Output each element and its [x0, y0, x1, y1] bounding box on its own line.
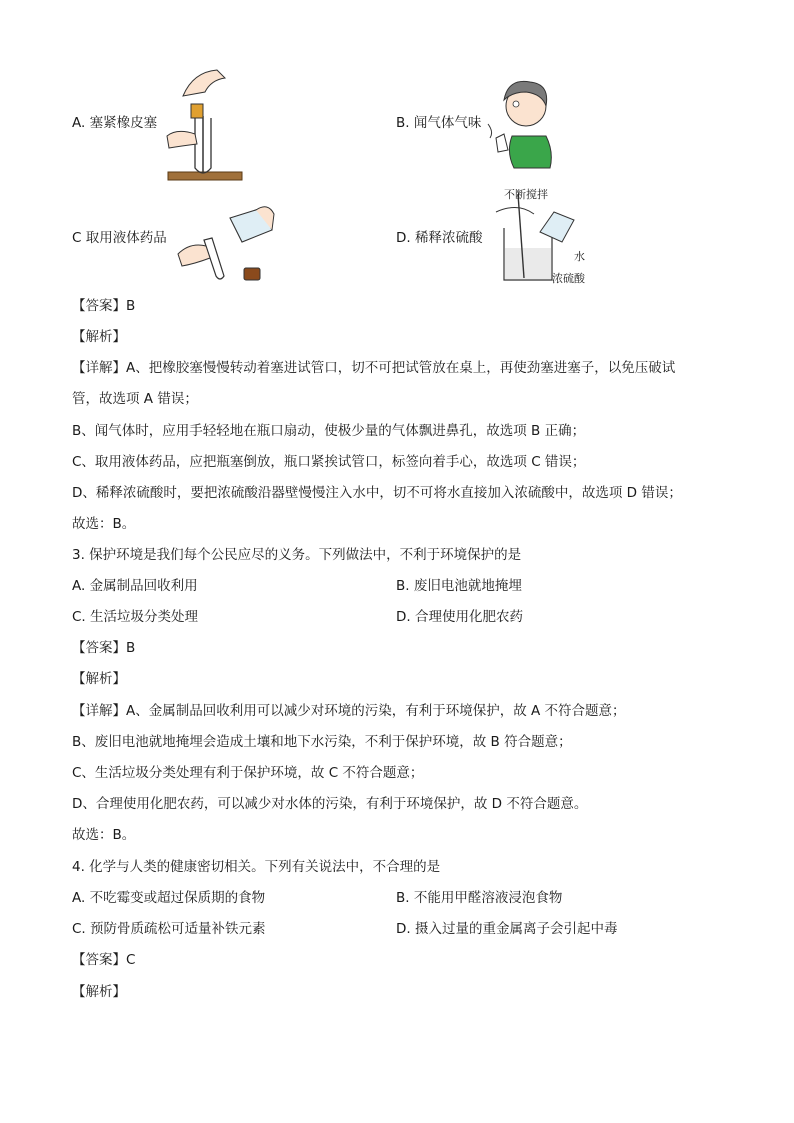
q2-detail-line: 故选：B。 — [72, 516, 136, 532]
q4-option-a: A. 不吃霉变或超过保质期的食物 — [72, 890, 266, 906]
pour-liquid-figure — [176, 204, 278, 284]
stir-label: 不断搅拌 — [504, 188, 548, 201]
q3-option-a: A. 金属制品回收利用 — [72, 578, 198, 594]
acid-label: 浓硫酸 — [552, 272, 585, 285]
q3-option-b: B. 废旧电池就地掩埋 — [396, 578, 522, 594]
q2-detail-line: 【详解】A、把橡胶塞慢慢转动着塞进试管口，切不可把试管放在桌上，再使劲塞进塞子，以免压破试 — [72, 360, 676, 376]
q2-option-a: A. 塞紧橡皮塞 — [72, 115, 158, 131]
rubber-stopper-figure — [165, 66, 245, 182]
q2-detail-line: C、取用液体药品，应把瓶塞倒放，瓶口紧挨试管口，标签向着手心，故选项 C 错误； — [72, 454, 586, 470]
q3-option-c: C. 生活垃圾分类处理 — [72, 609, 199, 625]
q2-analysis: 【解析】 — [72, 329, 126, 345]
q3-analysis: 【解析】 — [72, 671, 126, 687]
q2-detail-line: D、稀释浓硫酸时，要把浓硫酸沿器壁慢慢注入水中，切不可将水直接加入浓硫酸中，故选项 D 错误； — [72, 485, 682, 501]
q4-option-d: D. 摄入过量的重金属离子会引起中毒 — [396, 921, 618, 937]
q3-detail-line: 【详解】A、金属制品回收利用可以减少对环境的污染，有利于环境保护，故 A 不符合题意； — [72, 703, 626, 719]
smell-gas-figure — [486, 76, 556, 170]
water-label: 水 — [574, 250, 585, 263]
q3-option-d: D. 合理使用化肥农药 — [396, 609, 523, 625]
q3-detail-line: C、生活垃圾分类处理有利于保护环境，故 C 不符合题意； — [72, 765, 424, 781]
q2-option-d: D. 稀释浓硫酸 — [396, 230, 483, 246]
q3-stem: 3. 保护环境是我们每个公民应尽的义务。下列做法中，不利于环境保护的是 — [72, 547, 522, 563]
q4-option-c: C. 预防骨质疏松可适量补铁元素 — [72, 921, 266, 937]
q4-analysis: 【解析】 — [72, 984, 126, 1000]
q3-detail-line: 故选：B。 — [72, 827, 136, 843]
q2-option-b: B. 闻气体气味 — [396, 115, 482, 131]
q2-detail-line: B、闻气体时，应用手轻轻地在瓶口扇动，使极少量的气体飘进鼻孔，故选项 B 正确； — [72, 423, 586, 439]
q2-detail-line: 管，故选项 A 错误； — [72, 391, 198, 407]
dilute-acid-figure — [490, 188, 590, 286]
q3-detail-line: D、合理使用化肥农药，可以减少对水体的污染，有利于环境保护，故 D 不符合题意。 — [72, 796, 588, 812]
q2-answer: 【答案】B — [72, 298, 136, 314]
q4-answer: 【答案】C — [72, 952, 136, 968]
q2-option-c: C 取用液体药品 — [72, 230, 167, 246]
q4-option-b: B. 不能用甲醛溶液浸泡食物 — [396, 890, 563, 906]
q3-detail-line: B、废旧电池就地掩埋会造成土壤和地下水污染，不利于保护环境，故 B 符合题意； — [72, 734, 572, 750]
q4-stem: 4. 化学与人类的健康密切相关。下列有关说法中，不合理的是 — [72, 859, 441, 875]
q3-answer: 【答案】B — [72, 640, 136, 656]
